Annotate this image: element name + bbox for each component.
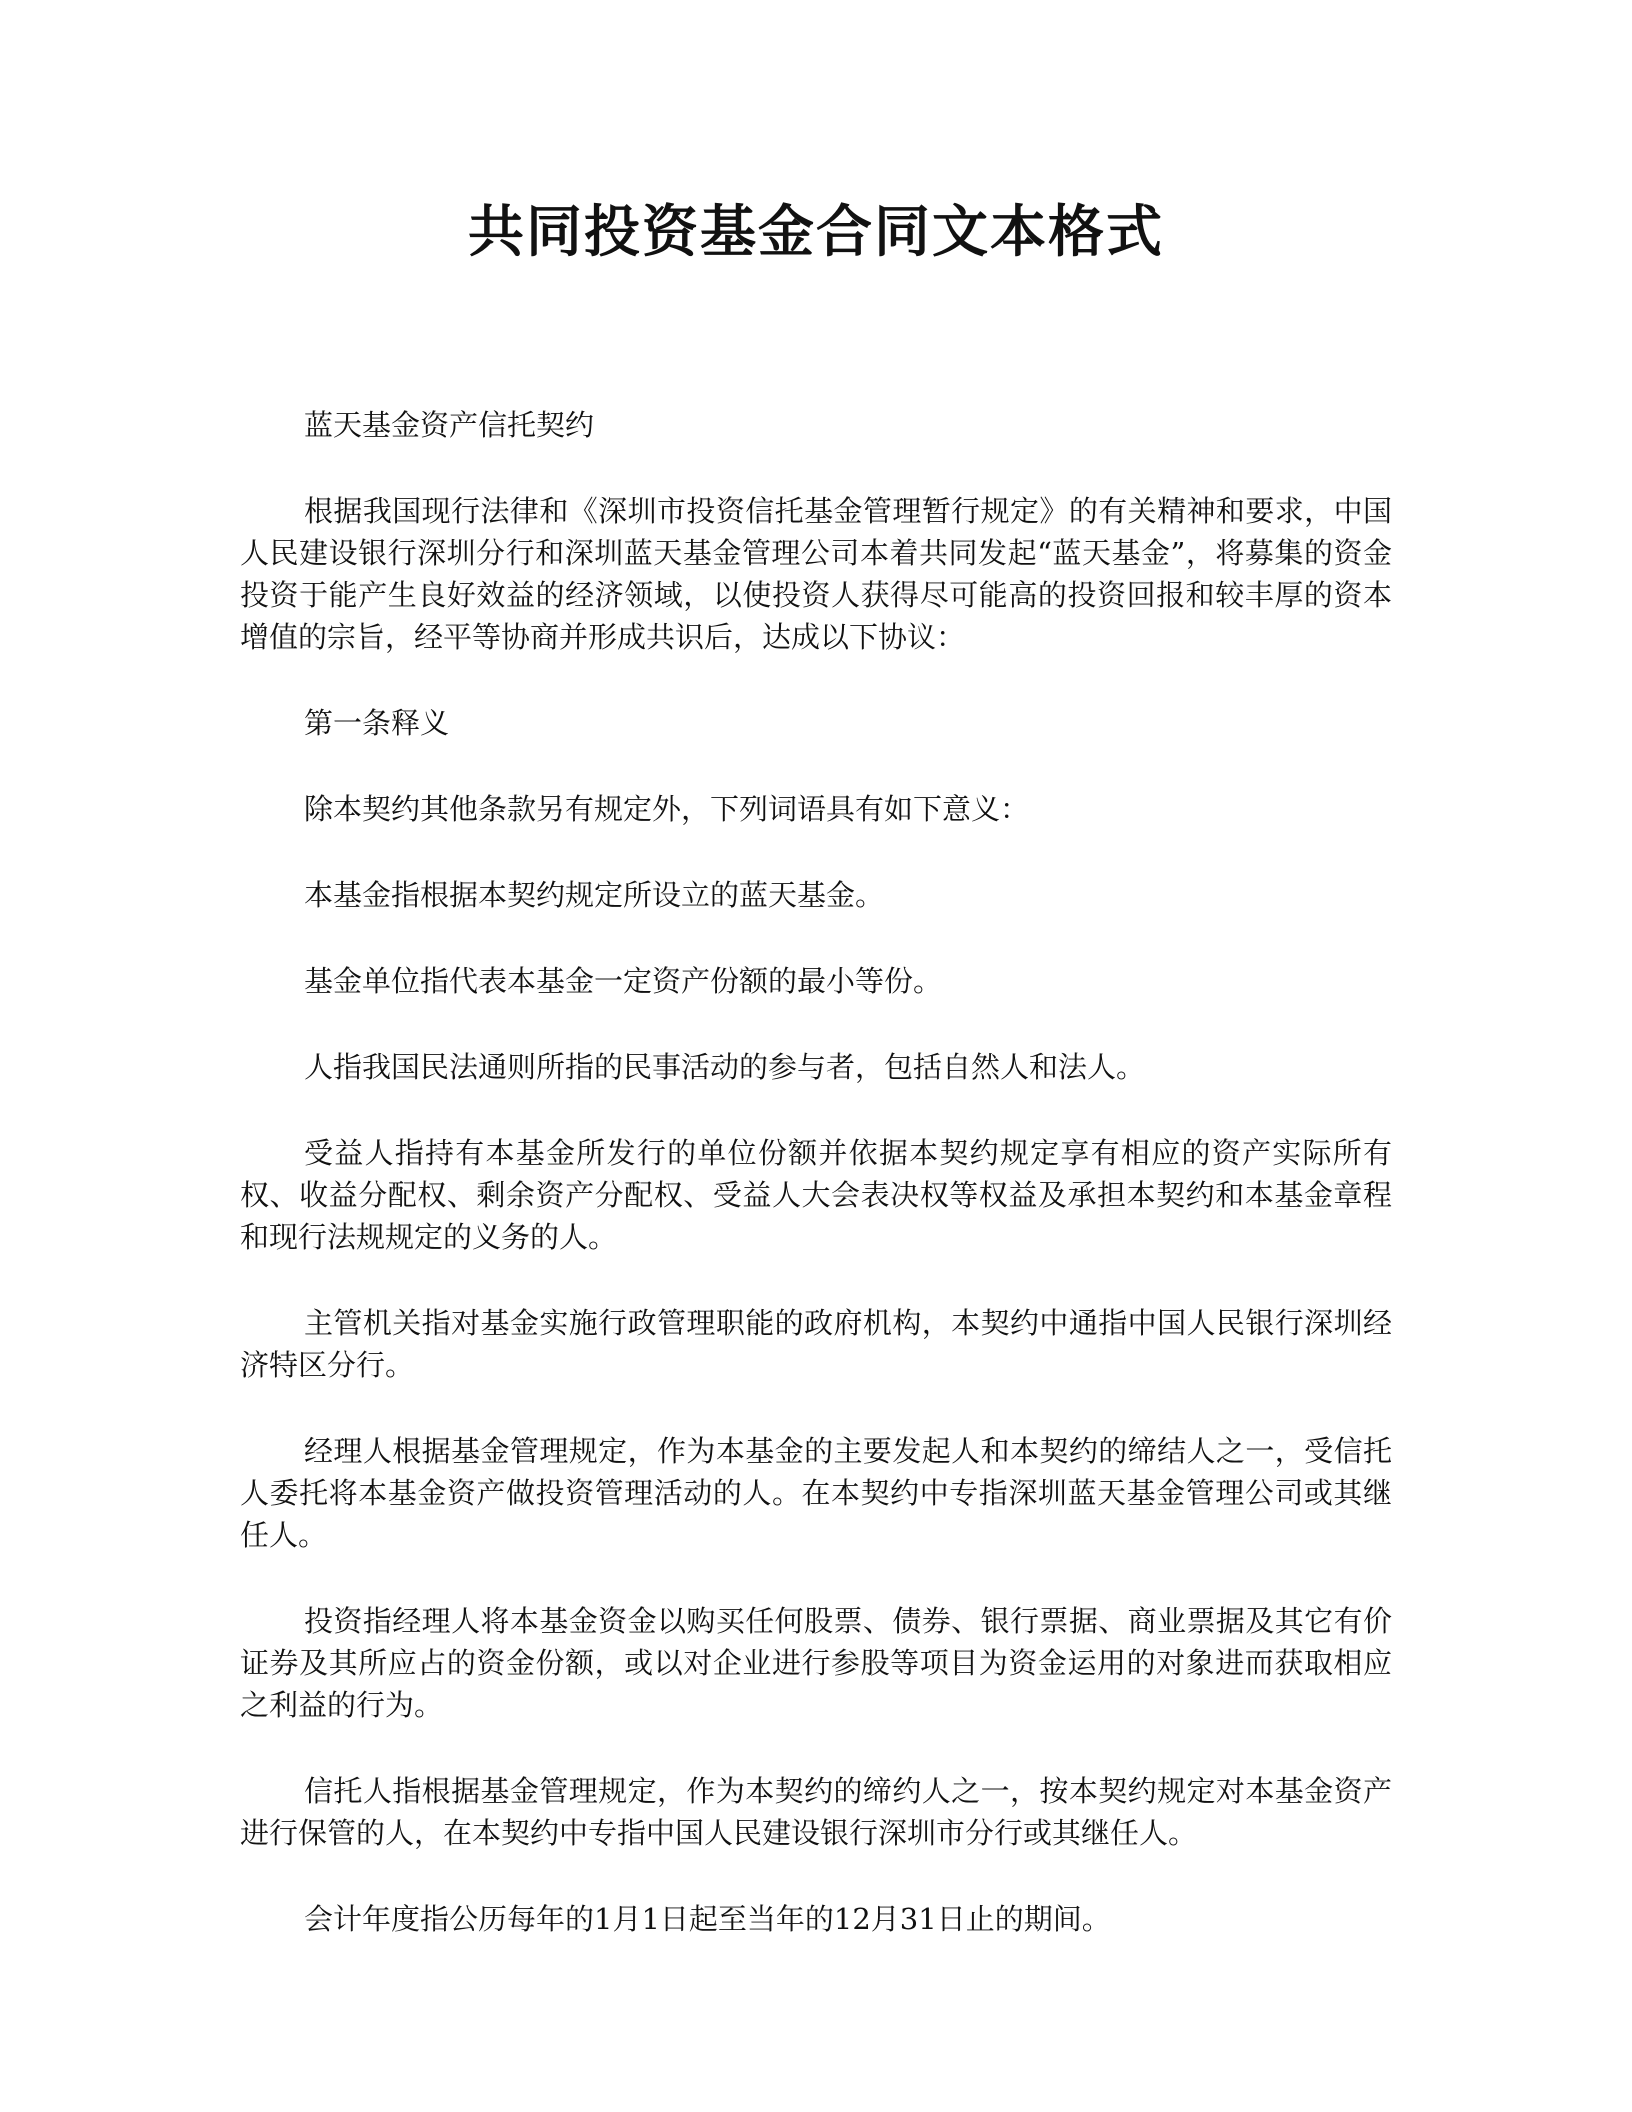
paragraph-article-1-heading: 第一条释义 xyxy=(304,706,450,740)
paragraph-definition-fiscal-year: 会计年度指公历每年的1月1日起至当年的12月31日止的期间。 xyxy=(304,1902,1111,1936)
paragraph-preamble: 根据我国现行法律和《深圳市投资信托基金管理暂行规定》的有关精神和要求，中国人民建设银行深圳分行和深圳蓝天基金管理公司本着共同发起“蓝天基金”，将募集的资金投资于能产生良好效益的经济领域，以使投资人获得尽可能高的投资回报和较丰厚的资本增值的宗旨，经平等协商并形成共识后，达成以下协议： xyxy=(240,494,1392,654)
paragraph-definition-trustee: 信托人指根据基金管理规定，作为本契约的缔约人之一，按本契约规定对本基金资产进行保管的人，在本契约中专指中国人民建设银行深圳市分行或其继任人。 xyxy=(240,1774,1392,1850)
paragraph-definition-investment: 投资指经理人将本基金资金以购买任何股票、债券、银行票据、商业票据及其它有价证券及其所应占的资金份额，或以对企业进行参股等项目为资金运用的对象进而获取相应之利益的行为。 xyxy=(240,1604,1392,1722)
paragraph-definition-fund-unit: 基金单位指代表本基金一定资产份额的最小等份。 xyxy=(304,964,943,998)
paragraph-definition-beneficiary: 受益人指持有本基金所发行的单位份额并依据本契约规定享有相应的资产实际所有权、收益分配权、剩余资产分配权、受益人大会表决权等权益及承担本契约和本基金章程和现行法规规定的义务的人。 xyxy=(240,1136,1392,1254)
paragraph-contract-name: 蓝天基金资产信托契约 xyxy=(304,408,595,442)
paragraph-definition-manager: 经理人根据基金管理规定，作为本基金的主要发起人和本契约的缔结人之一，受信托人委托将本基金资产做投资管理活动的人。在本契约中专指深圳蓝天基金管理公司或其继任人。 xyxy=(240,1434,1392,1552)
paragraph-definition-fund: 本基金指根据本契约规定所设立的蓝天基金。 xyxy=(304,878,885,912)
document-title: 共同投资基金合同文本格式 xyxy=(468,199,1164,265)
paragraph-definition-person: 人指我国民法通则所指的民事活动的参与者，包括自然人和法人。 xyxy=(304,1050,1146,1084)
paragraph-definition-authority: 主管机关指对基金实施行政管理职能的政府机构，本契约中通指中国人民银行深圳经济特区分行。 xyxy=(240,1306,1392,1382)
paragraph-definitions-intro: 除本契约其他条款另有规定外，下列词语具有如下意义： xyxy=(304,792,1030,826)
document-body xyxy=(240,404,1392,1984)
